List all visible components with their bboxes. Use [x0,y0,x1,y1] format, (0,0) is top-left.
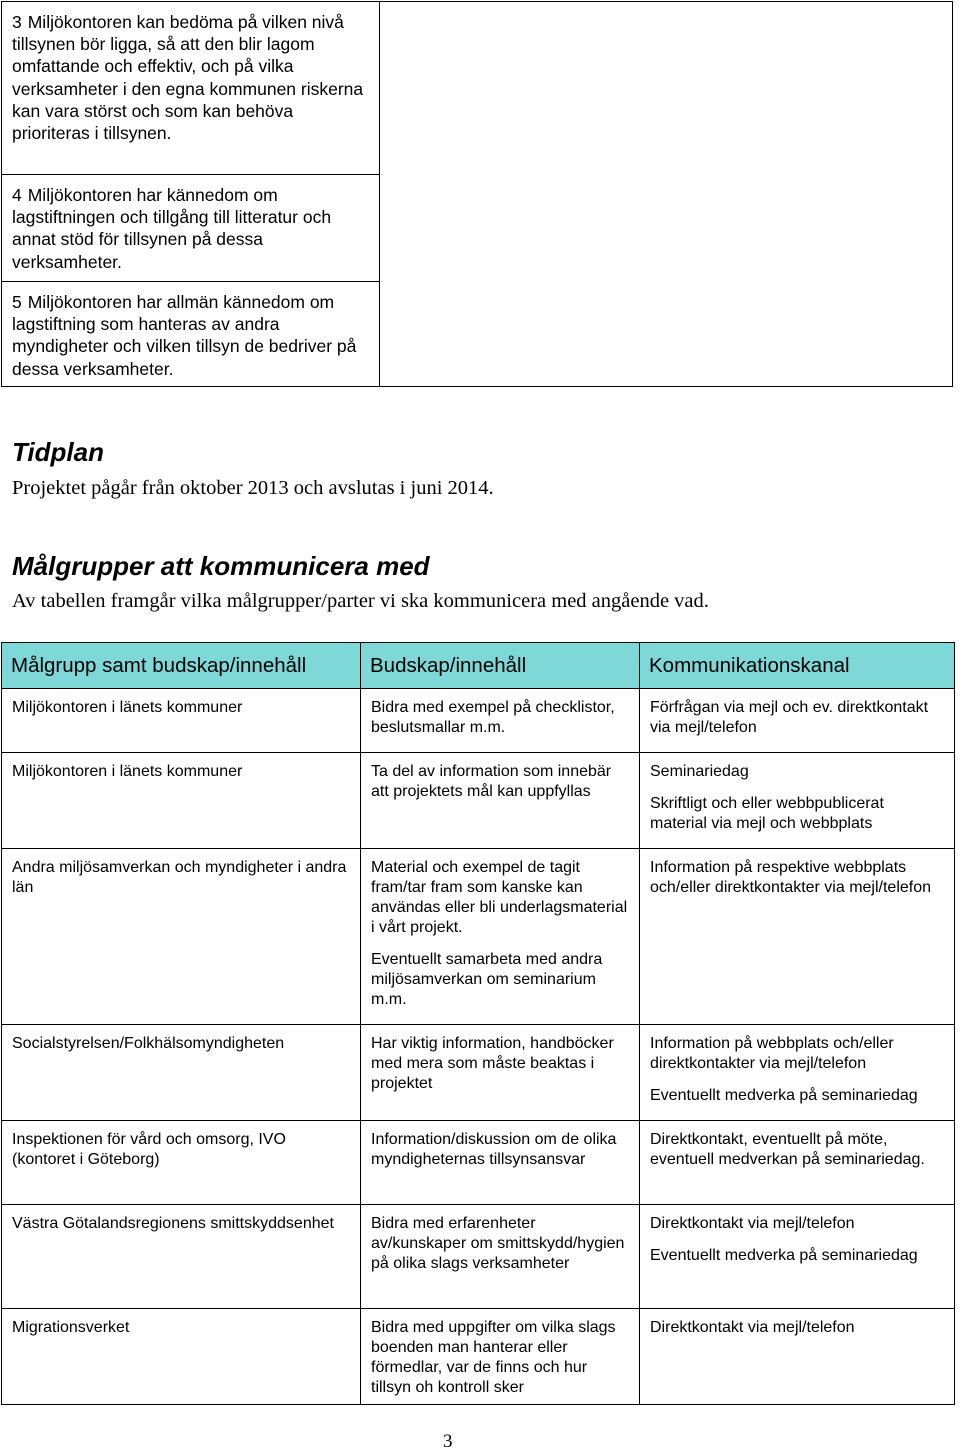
cell-message: Bidra med exempel på checklistor, beslutsmallar m.m. [361,689,640,753]
cell-channel: Information på respektive webbplats och/eller direktkontakter via mejl/telefon [640,849,955,1025]
criterion-text: Miljökontoren kan bedöma på vilken nivå tillsynen bör ligga, så att den blir lagom omfattande och effektiv, och på vilka verksamheter i den egna kommunen riskerna kan vara störst och som kan behöva prioriteras i tillsynen. [12,12,364,144]
cell-target: Andra miljösamverkan och myndigheter i andra län [2,849,361,1025]
cell-channel: Direktkontakt via mejl/telefon [640,1309,955,1405]
cell-target: Inspektionen för vård och omsorg, IVO (kontoret i Göteborg) [2,1121,361,1205]
malgrupper-heading: Målgrupper att kommunicera med [12,551,430,581]
cell-message: Bidra med uppgifter om vilka slags boenden man hanterar eller förmedlar, var de finns och hur tillsyn oh kontroll sker [361,1309,640,1405]
cell-channel: Direktkontakt via mejl/telefon Eventuellt medverka på seminariedag [640,1205,955,1309]
criterion-number: 3 [12,12,22,32]
header-target: Målgrupp samt budskap/innehåll [2,643,361,689]
cell-target: Miljökontoren i länets kommuner [2,689,361,753]
header-message: Budskap/innehåll [361,643,640,689]
cell-target: Migrationsverket [2,1309,361,1405]
table-row [2,753,955,849]
cell-message: Bidra med erfarenheter av/kunskaper om smittskydd/hygien på olika slags verksamheter [361,1205,640,1309]
criterion-3 [2,2,379,175]
table-row [2,1025,955,1121]
criterion-text: Miljökontoren har allmän kännedom om lagstiftning som hanteras av andra myndigheter och vilken tillsyn de bedriver på dessa verksamheter. [12,292,357,379]
cell-target: Västra Götalandsregionens smittskyddsenhet [2,1205,361,1309]
table-row [2,1309,955,1405]
criterion-number: 4 [12,185,22,205]
cell-channel: Information på webbplats och/eller direktkontakter via mejl/telefon Eventuellt medverka på seminariedag [640,1025,955,1121]
tidplan-heading: Tidplan [12,437,104,467]
table-row [2,689,955,753]
malgrupper-text: Av tabellen framgår vilka målgrupper/parter vi ska kommunicera med angående vad. [12,590,709,612]
cell-target: Miljökontoren i länets kommuner [2,753,361,849]
cell-message: Har viktig information, handböcker med mera som måste beaktas i projektet [361,1025,640,1121]
criterion-text: Miljökontoren har kännedom om lagstiftningen och tillgång till litteratur och annat stöd för tillsynen på dessa verksamheter. [12,185,332,272]
criterion-number: 5 [12,292,22,312]
cell-channel: Förfrågan via mejl och ev. direktkontakt via mejl/telefon [640,689,955,753]
cell-message: Ta del av information som innebär att projektets mål kan uppfyllas [361,753,640,849]
communication-table [1,642,955,1405]
page-number: 3 [443,1431,453,1452]
table-row [2,1121,955,1205]
cell-channel: Direktkontakt, eventuellt på möte, eventuell medverkan på seminariedag. [640,1121,955,1205]
table-row [2,1205,955,1309]
criterion-4 [2,175,379,282]
table-row [2,849,955,1025]
cell-message: Information/diskussion om de olika myndigheternas tillsynsansvar [361,1121,640,1205]
criteria-table [1,1,953,387]
table-header-row [2,643,955,689]
criteria-column [2,2,380,386]
cell-channel: Seminariedag Skriftligt och eller webbpublicerat material via mejl och webbplats [640,753,955,849]
tidplan-text: Projektet pågår från oktober 2013 och avslutas i juni 2014. [12,477,494,499]
cell-message: Material och exempel de tagit fram/tar fram som kanske kan användas eller bli underlagsmaterial i vårt projekt. Eventuellt samarbeta med andra miljösamverkan om seminarium m.m. [361,849,640,1025]
criterion-5 [2,282,379,386]
cell-target: Socialstyrelsen/Folkhälsomyndigheten [2,1025,361,1121]
header-channel: Kommunikationskanal [640,643,955,689]
